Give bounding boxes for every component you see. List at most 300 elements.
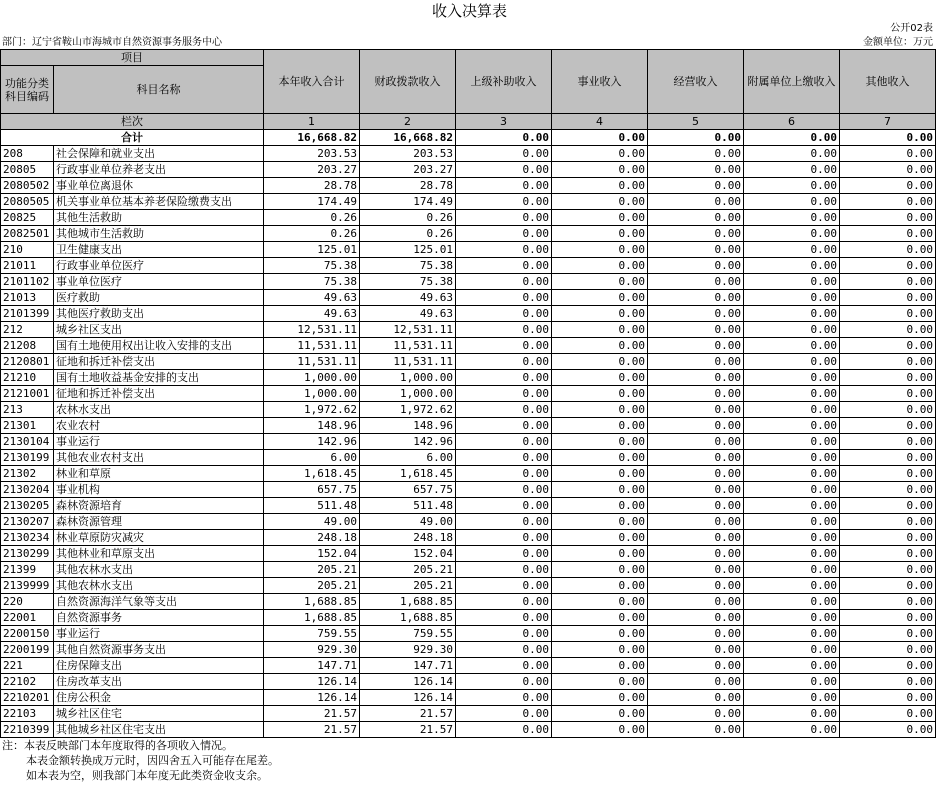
amount-cell: 0.00 (840, 210, 936, 226)
amount-cell: 0.00 (840, 290, 936, 306)
total-value: 0.00 (456, 130, 552, 146)
amount-cell: 0.00 (744, 610, 840, 626)
header-project: 项目 (1, 50, 264, 66)
subject-name: 农业农村 (54, 418, 264, 434)
subject-code: 2139999 (1, 578, 54, 594)
amount-cell: 0.00 (456, 658, 552, 674)
subject-name: 行政事业单位养老支出 (54, 162, 264, 178)
amount-cell: 0.00 (552, 290, 648, 306)
header-col-5: 经营收入 (648, 50, 744, 114)
amount-cell: 0.00 (552, 706, 648, 722)
amount-cell: 0.00 (744, 482, 840, 498)
table-row (1, 178, 936, 194)
header-subject-name: 科目名称 (54, 66, 264, 114)
amount-cell: 0.00 (648, 386, 744, 402)
amount-cell: 0.00 (648, 626, 744, 642)
amount-cell: 0.00 (744, 258, 840, 274)
amount-cell: 0.00 (840, 498, 936, 514)
amount-cell: 0.00 (552, 578, 648, 594)
subject-name: 其他生活救助 (54, 210, 264, 226)
amount-cell: 1,000.00 (264, 370, 360, 386)
amount-cell: 0.00 (552, 482, 648, 498)
subject-code: 2080505 (1, 194, 54, 210)
amount-cell: 0.00 (552, 274, 648, 290)
amount-cell: 205.21 (360, 562, 456, 578)
table-row (1, 274, 936, 290)
table-row (1, 706, 936, 722)
subject-code: 2130205 (1, 498, 54, 514)
subject-name: 社会保障和就业支出 (54, 146, 264, 162)
amount-cell: 75.38 (360, 258, 456, 274)
amount-cell: 0.00 (744, 338, 840, 354)
amount-cell: 0.00 (744, 450, 840, 466)
table-row (1, 402, 936, 418)
amount-cell: 6.00 (360, 450, 456, 466)
amount-cell: 12,531.11 (360, 322, 456, 338)
subject-code: 221 (1, 658, 54, 674)
amount-cell: 0.00 (744, 578, 840, 594)
amount-cell: 205.21 (264, 578, 360, 594)
amount-cell: 11,531.11 (360, 354, 456, 370)
amount-cell: 0.26 (264, 210, 360, 226)
amount-cell: 0.00 (648, 418, 744, 434)
amount-cell: 0.00 (744, 162, 840, 178)
amount-cell: 0.00 (552, 466, 648, 482)
subject-name: 其他城市生活救助 (54, 226, 264, 242)
footnotes (2, 738, 279, 783)
subject-name: 森林资源培育 (54, 498, 264, 514)
amount-cell: 0.00 (552, 306, 648, 322)
subject-name: 医疗救助 (54, 290, 264, 306)
amount-cell: 0.00 (456, 690, 552, 706)
subject-code: 22102 (1, 674, 54, 690)
amount-cell: 657.75 (360, 482, 456, 498)
amount-cell: 0.00 (552, 450, 648, 466)
amount-cell: 0.00 (840, 306, 936, 322)
amount-cell: 126.14 (360, 674, 456, 690)
amount-cell: 0.00 (456, 226, 552, 242)
amount-cell: 49.63 (264, 290, 360, 306)
amount-cell: 1,688.85 (360, 610, 456, 626)
amount-cell: 0.00 (552, 594, 648, 610)
amount-cell: 0.00 (552, 722, 648, 738)
amount-cell: 0.00 (648, 498, 744, 514)
subject-code: 2080502 (1, 178, 54, 194)
subject-code: 21013 (1, 290, 54, 306)
table-row (1, 242, 936, 258)
amount-cell: 0.00 (648, 642, 744, 658)
amount-cell: 142.96 (264, 434, 360, 450)
amount-cell: 21.57 (360, 706, 456, 722)
col-index-label: 栏次 (1, 114, 264, 130)
amount-cell: 0.00 (552, 658, 648, 674)
amount-cell: 21.57 (264, 722, 360, 738)
total-label: 合计 (1, 130, 264, 146)
amount-cell: 0.00 (456, 546, 552, 562)
amount-cell: 0.00 (744, 194, 840, 210)
amount-cell: 0.00 (552, 146, 648, 162)
amount-cell: 0.00 (552, 434, 648, 450)
amount-cell: 0.00 (456, 498, 552, 514)
amount-cell: 0.00 (648, 674, 744, 690)
subject-code: 212 (1, 322, 54, 338)
subject-name: 自然资源海洋气象等支出 (54, 594, 264, 610)
amount-cell: 0.00 (648, 194, 744, 210)
subject-code: 220 (1, 594, 54, 610)
total-value: 0.00 (552, 130, 648, 146)
table-row (1, 722, 936, 738)
amount-cell: 11,531.11 (264, 354, 360, 370)
subject-code: 2200150 (1, 626, 54, 642)
subject-code: 2210201 (1, 690, 54, 706)
amount-cell: 11,531.11 (360, 338, 456, 354)
table-row (1, 498, 936, 514)
amount-cell: 0.00 (840, 402, 936, 418)
amount-cell: 0.00 (840, 594, 936, 610)
subject-name: 行政事业单位医疗 (54, 258, 264, 274)
subject-name: 国有土地使用权出让收入安排的支出 (54, 338, 264, 354)
subject-code: 2200199 (1, 642, 54, 658)
amount-cell: 0.00 (840, 514, 936, 530)
amount-cell: 0.00 (552, 226, 648, 242)
amount-cell: 0.00 (648, 162, 744, 178)
amount-cell: 0.00 (456, 370, 552, 386)
subject-code: 22103 (1, 706, 54, 722)
subject-name: 农林水支出 (54, 402, 264, 418)
amount-cell: 0.00 (552, 322, 648, 338)
col-index: 7 (840, 114, 936, 130)
amount-cell: 0.00 (552, 690, 648, 706)
amount-cell: 152.04 (264, 546, 360, 562)
amount-cell: 147.71 (360, 658, 456, 674)
amount-cell: 0.00 (552, 546, 648, 562)
subject-code: 2130204 (1, 482, 54, 498)
subject-code: 20805 (1, 162, 54, 178)
amount-cell: 12,531.11 (264, 322, 360, 338)
table-row (1, 290, 936, 306)
amount-cell: 0.00 (552, 210, 648, 226)
amount-cell: 0.00 (456, 626, 552, 642)
table-row (1, 610, 936, 626)
report-title: 收入决算表 (431, 2, 507, 20)
subject-code: 2130299 (1, 546, 54, 562)
table-row (1, 530, 936, 546)
header-col-6: 附属单位上缴收入 (744, 50, 840, 114)
table-row (1, 594, 936, 610)
amount-cell: 0.00 (456, 178, 552, 194)
amount-cell: 0.00 (840, 674, 936, 690)
amount-cell: 28.78 (360, 178, 456, 194)
amount-cell: 0.00 (840, 482, 936, 498)
amount-cell: 1,618.45 (264, 466, 360, 482)
amount-cell: 0.00 (840, 722, 936, 738)
amount-cell: 0.00 (456, 290, 552, 306)
amount-cell: 203.53 (360, 146, 456, 162)
table-row (1, 514, 936, 530)
amount-cell: 49.00 (360, 514, 456, 530)
subject-name: 城乡社区支出 (54, 322, 264, 338)
amount-cell: 1,688.85 (360, 594, 456, 610)
amount-cell: 0.00 (552, 370, 648, 386)
amount-cell: 203.53 (264, 146, 360, 162)
subject-name: 城乡社区住宅 (54, 706, 264, 722)
amount-cell: 0.00 (840, 226, 936, 242)
amount-cell: 0.00 (840, 178, 936, 194)
amount-cell: 0.00 (648, 210, 744, 226)
subject-code: 21302 (1, 466, 54, 482)
col-index: 3 (456, 114, 552, 130)
amount-cell: 0.00 (648, 690, 744, 706)
amount-cell: 0.00 (456, 578, 552, 594)
amount-cell: 0.00 (840, 690, 936, 706)
table-row (1, 434, 936, 450)
subject-code: 2082501 (1, 226, 54, 242)
amount-cell: 511.48 (264, 498, 360, 514)
amount-cell: 0.00 (552, 514, 648, 530)
table-row (1, 354, 936, 370)
subject-code: 21208 (1, 338, 54, 354)
amount-cell: 0.00 (648, 226, 744, 242)
amount-cell: 0.00 (648, 562, 744, 578)
amount-cell: 0.00 (456, 482, 552, 498)
amount-cell: 0.00 (744, 370, 840, 386)
subject-code: 2101399 (1, 306, 54, 322)
amount-cell: 929.30 (264, 642, 360, 658)
amount-cell: 0.00 (648, 610, 744, 626)
header-col-3: 上级补助收入 (456, 50, 552, 114)
amount-cell: 0.00 (648, 274, 744, 290)
amount-cell: 0.00 (456, 466, 552, 482)
amount-cell: 0.00 (456, 610, 552, 626)
amount-cell: 0.00 (840, 194, 936, 210)
amount-cell: 929.30 (360, 642, 456, 658)
amount-cell: 0.00 (552, 642, 648, 658)
amount-cell: 0.00 (648, 402, 744, 418)
col-index: 5 (648, 114, 744, 130)
amount-cell: 0.00 (552, 530, 648, 546)
subject-name: 其他城乡社区住宅支出 (54, 722, 264, 738)
amount-cell: 0.00 (456, 258, 552, 274)
footnote: 本表金额转换成万元时，因四舍五入可能存在尾差。 (26, 754, 279, 767)
amount-cell: 125.01 (360, 242, 456, 258)
form-code: 公开02表 (890, 23, 933, 34)
amount-cell: 0.00 (648, 450, 744, 466)
amount-cell: 0.00 (552, 338, 648, 354)
amount-cell: 0.00 (648, 290, 744, 306)
total-value: 0.00 (744, 130, 840, 146)
amount-cell: 0.00 (744, 354, 840, 370)
subject-code: 2130234 (1, 530, 54, 546)
amount-cell: 75.38 (264, 258, 360, 274)
subject-name: 事业单位离退休 (54, 178, 264, 194)
subject-name: 征地和拆迁补偿支出 (54, 386, 264, 402)
amount-cell: 0.00 (744, 658, 840, 674)
amount-cell: 0.00 (648, 706, 744, 722)
table-row (1, 162, 936, 178)
amount-cell: 1,972.62 (360, 402, 456, 418)
amount-cell: 49.00 (264, 514, 360, 530)
amount-cell: 759.55 (264, 626, 360, 642)
subject-code: 20825 (1, 210, 54, 226)
subject-code: 2130207 (1, 514, 54, 530)
amount-cell: 0.00 (840, 546, 936, 562)
amount-cell: 759.55 (360, 626, 456, 642)
table-row (1, 450, 936, 466)
amount-cell: 0.00 (648, 338, 744, 354)
amount-cell: 125.01 (264, 242, 360, 258)
amount-cell: 0.00 (456, 210, 552, 226)
table-row (1, 562, 936, 578)
amount-cell: 0.00 (648, 146, 744, 162)
subject-name: 事业单位医疗 (54, 274, 264, 290)
amount-cell: 0.00 (648, 354, 744, 370)
table-row (1, 482, 936, 498)
amount-cell: 0.00 (744, 322, 840, 338)
table-row (1, 690, 936, 706)
amount-cell: 11,531.11 (264, 338, 360, 354)
amount-cell: 0.00 (648, 466, 744, 482)
subject-code: 2120801 (1, 354, 54, 370)
subject-name: 事业运行 (54, 434, 264, 450)
amount-cell: 0.00 (648, 322, 744, 338)
amount-cell: 0.00 (552, 258, 648, 274)
amount-cell: 0.26 (360, 226, 456, 242)
amount-cell: 0.00 (840, 418, 936, 434)
amount-cell: 0.00 (744, 226, 840, 242)
amount-cell: 174.49 (264, 194, 360, 210)
amount-cell: 0.00 (456, 322, 552, 338)
amount-cell: 0.00 (840, 626, 936, 642)
amount-cell: 28.78 (264, 178, 360, 194)
total-value: 16,668.82 (360, 130, 456, 146)
amount-cell: 1,688.85 (264, 594, 360, 610)
department-label: 部门：辽宁省鞍山市海城市自然资源事务服务中心 (2, 37, 222, 48)
amount-cell: 0.00 (744, 274, 840, 290)
amount-cell: 0.00 (840, 338, 936, 354)
amount-cell: 0.00 (744, 674, 840, 690)
amount-cell: 0.00 (744, 178, 840, 194)
amount-cell: 0.00 (456, 674, 552, 690)
table-row (1, 642, 936, 658)
table-row (1, 418, 936, 434)
amount-cell: 0.00 (744, 562, 840, 578)
amount-cell: 21.57 (360, 722, 456, 738)
amount-cell: 0.00 (744, 466, 840, 482)
subject-code: 2130199 (1, 450, 54, 466)
amount-cell: 0.00 (552, 418, 648, 434)
amount-cell: 205.21 (264, 562, 360, 578)
amount-cell: 1,000.00 (264, 386, 360, 402)
amount-cell: 0.00 (648, 370, 744, 386)
subject-name: 其他林业和草原支出 (54, 546, 264, 562)
amount-cell: 0.00 (744, 290, 840, 306)
amount-cell: 75.38 (264, 274, 360, 290)
amount-cell: 0.00 (840, 466, 936, 482)
amount-cell: 0.00 (744, 498, 840, 514)
amount-cell: 1,972.62 (264, 402, 360, 418)
amount-cell: 75.38 (360, 274, 456, 290)
subject-code: 213 (1, 402, 54, 418)
amount-cell: 0.00 (744, 306, 840, 322)
amount-cell: 0.00 (456, 514, 552, 530)
amount-cell: 0.00 (744, 434, 840, 450)
amount-cell: 0.00 (648, 658, 744, 674)
amount-cell: 0.26 (360, 210, 456, 226)
amount-cell: 0.00 (552, 674, 648, 690)
amount-cell: 0.00 (552, 194, 648, 210)
amount-cell: 205.21 (360, 578, 456, 594)
footnote: 如本表为空，则我部门本年度无此类资金收支余。 (26, 769, 268, 782)
amount-cell: 0.00 (840, 530, 936, 546)
subject-code: 21399 (1, 562, 54, 578)
table-row (1, 210, 936, 226)
subject-code: 2121001 (1, 386, 54, 402)
amount-cell: 0.00 (840, 610, 936, 626)
table-row (1, 258, 936, 274)
amount-cell: 0.00 (840, 162, 936, 178)
amount-cell: 0.00 (456, 242, 552, 258)
amount-cell: 0.00 (744, 642, 840, 658)
subject-code: 2210399 (1, 722, 54, 738)
total-value: 0.00 (840, 130, 936, 146)
amount-cell: 0.00 (552, 178, 648, 194)
amount-cell: 0.00 (840, 386, 936, 402)
amount-cell: 0.00 (456, 354, 552, 370)
amount-cell: 0.00 (648, 482, 744, 498)
amount-cell: 126.14 (360, 690, 456, 706)
amount-cell: 0.00 (648, 178, 744, 194)
amount-cell: 0.00 (456, 402, 552, 418)
amount-cell: 49.63 (360, 290, 456, 306)
amount-cell: 0.00 (648, 434, 744, 450)
amount-cell: 126.14 (264, 674, 360, 690)
table-row (1, 546, 936, 562)
amount-cell: 0.00 (648, 722, 744, 738)
amount-cell: 0.00 (456, 146, 552, 162)
amount-cell: 152.04 (360, 546, 456, 562)
table-row (1, 370, 936, 386)
table-row (1, 674, 936, 690)
amount-cell: 0.00 (744, 386, 840, 402)
amount-cell: 248.18 (264, 530, 360, 546)
subject-code: 21011 (1, 258, 54, 274)
total-value: 16,668.82 (264, 130, 360, 146)
amount-cell: 0.00 (648, 578, 744, 594)
amount-cell: 0.00 (648, 594, 744, 610)
amount-cell: 49.63 (360, 306, 456, 322)
amount-cell: 0.00 (840, 146, 936, 162)
amount-cell: 0.00 (840, 706, 936, 722)
table-row (1, 146, 936, 162)
amount-cell: 0.00 (840, 578, 936, 594)
table-row (1, 626, 936, 642)
subject-name: 森林资源管理 (54, 514, 264, 530)
amount-cell: 0.00 (744, 546, 840, 562)
amount-cell: 0.00 (456, 338, 552, 354)
subject-code: 210 (1, 242, 54, 258)
amount-cell: 126.14 (264, 690, 360, 706)
amount-cell: 0.00 (456, 386, 552, 402)
amount-cell: 0.00 (552, 354, 648, 370)
table-row (1, 386, 936, 402)
amount-cell: 0.00 (840, 370, 936, 386)
amount-cell: 0.00 (744, 210, 840, 226)
col-index: 2 (360, 114, 456, 130)
amount-cell: 148.96 (360, 418, 456, 434)
subject-code: 2101102 (1, 274, 54, 290)
amount-cell: 0.00 (648, 514, 744, 530)
amount-cell: 0.00 (648, 258, 744, 274)
